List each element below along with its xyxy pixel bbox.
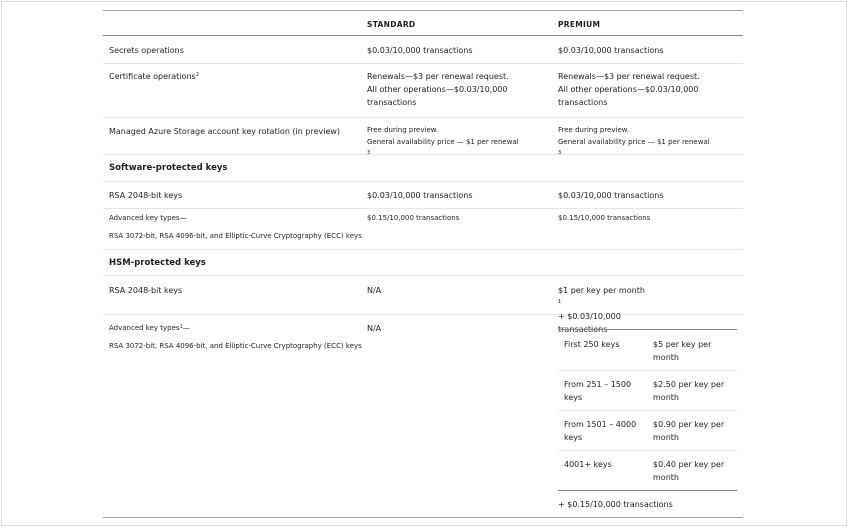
- tier-price: $5 per key per month: [653, 340, 712, 362]
- table-header-row: [103, 11, 743, 35]
- premium-price: Renewals—$3 per renewal request. All other operations—$0.03/10,000 transactions: [558, 72, 700, 107]
- tier-range: First 250 keys: [564, 340, 620, 349]
- tier-range: 4001+ keys: [564, 460, 612, 469]
- table-row-certificate: [103, 64, 743, 118]
- volume-tier-table: [558, 329, 737, 482]
- row-label: Certificate operations$^2$: [109, 72, 199, 81]
- pricing-table: [103, 10, 743, 518]
- tier-price: $2.50 per key per month: [653, 380, 725, 402]
- column-header-premium: PREMIUM: [558, 20, 601, 29]
- row-label: Advanced key types$^1$— RSA 3072-bit, RSA 4096-bit, and Elliptic-Curve Cryptography (ECC) keys: [109, 324, 362, 350]
- section-title: Software-protected keys: [109, 163, 228, 173]
- tier-row: [558, 371, 737, 411]
- table-row-hsm-rsa: [103, 276, 743, 334]
- tier-footer-transactions: + $0.15/10,000 transactions: [558, 500, 673, 509]
- tier-row: [558, 451, 737, 491]
- column-header-standard: STANDARD: [367, 20, 416, 29]
- footnote-marker: 2: [195, 72, 199, 78]
- table-row-secrets: [103, 36, 743, 64]
- premium-price: $0.03/10,000 transactions: [558, 46, 664, 55]
- section-row-software-keys: [103, 155, 743, 182]
- table-row-software-advanced: [103, 209, 743, 250]
- standard-price: N/A: [367, 324, 382, 333]
- row-label: RSA 2048-bit keys: [109, 191, 183, 200]
- section-title: HSM-protected keys: [109, 258, 206, 268]
- table-row-storage-key-rotation: [103, 118, 743, 155]
- tier-price: $0.40 per key per month: [653, 460, 725, 482]
- premium-price: Free during preview. General availability price — $1 per renewal $^3$: [558, 126, 710, 156]
- standard-price: Renewals—$3 per renewal request. All other operations—$0.03/10,000 transactions: [367, 72, 509, 107]
- tier-range: From 251 – 1500 keys: [564, 380, 632, 402]
- tier-range: From 1501 – 4000 keys: [564, 420, 637, 442]
- standard-price: Free during preview. General availability price — $1 per renewal $^3$: [367, 126, 519, 156]
- tier-row: [558, 411, 737, 451]
- standard-price: N/A: [367, 286, 382, 295]
- premium-price: $0.15/10,000 transactions: [558, 214, 651, 222]
- tier-price: $0.90 per key per month: [653, 420, 725, 442]
- row-label: RSA 2048-bit keys: [109, 286, 183, 295]
- premium-price: $1 per key per month $^1$ + $0.03/10,000 transactions: [558, 286, 645, 334]
- row-label: Managed Azure Storage account key rotation (in preview): [109, 127, 341, 136]
- row-label: Secrets operations: [109, 46, 184, 55]
- row-label: Advanced key types— RSA 3072-bit, RSA 4096-bit, and Elliptic-Curve Cryptography (ECC) keys: [109, 214, 362, 240]
- tier-row: [558, 330, 737, 371]
- premium-price: $0.03/10,000 transactions: [558, 191, 664, 200]
- table-row-software-rsa: [103, 182, 743, 209]
- standard-price: $0.03/10,000 transactions: [367, 46, 473, 55]
- section-row-hsm-keys: [103, 250, 743, 276]
- standard-price: $0.15/10,000 transactions: [367, 214, 460, 222]
- standard-price: $0.03/10,000 transactions: [367, 191, 473, 200]
